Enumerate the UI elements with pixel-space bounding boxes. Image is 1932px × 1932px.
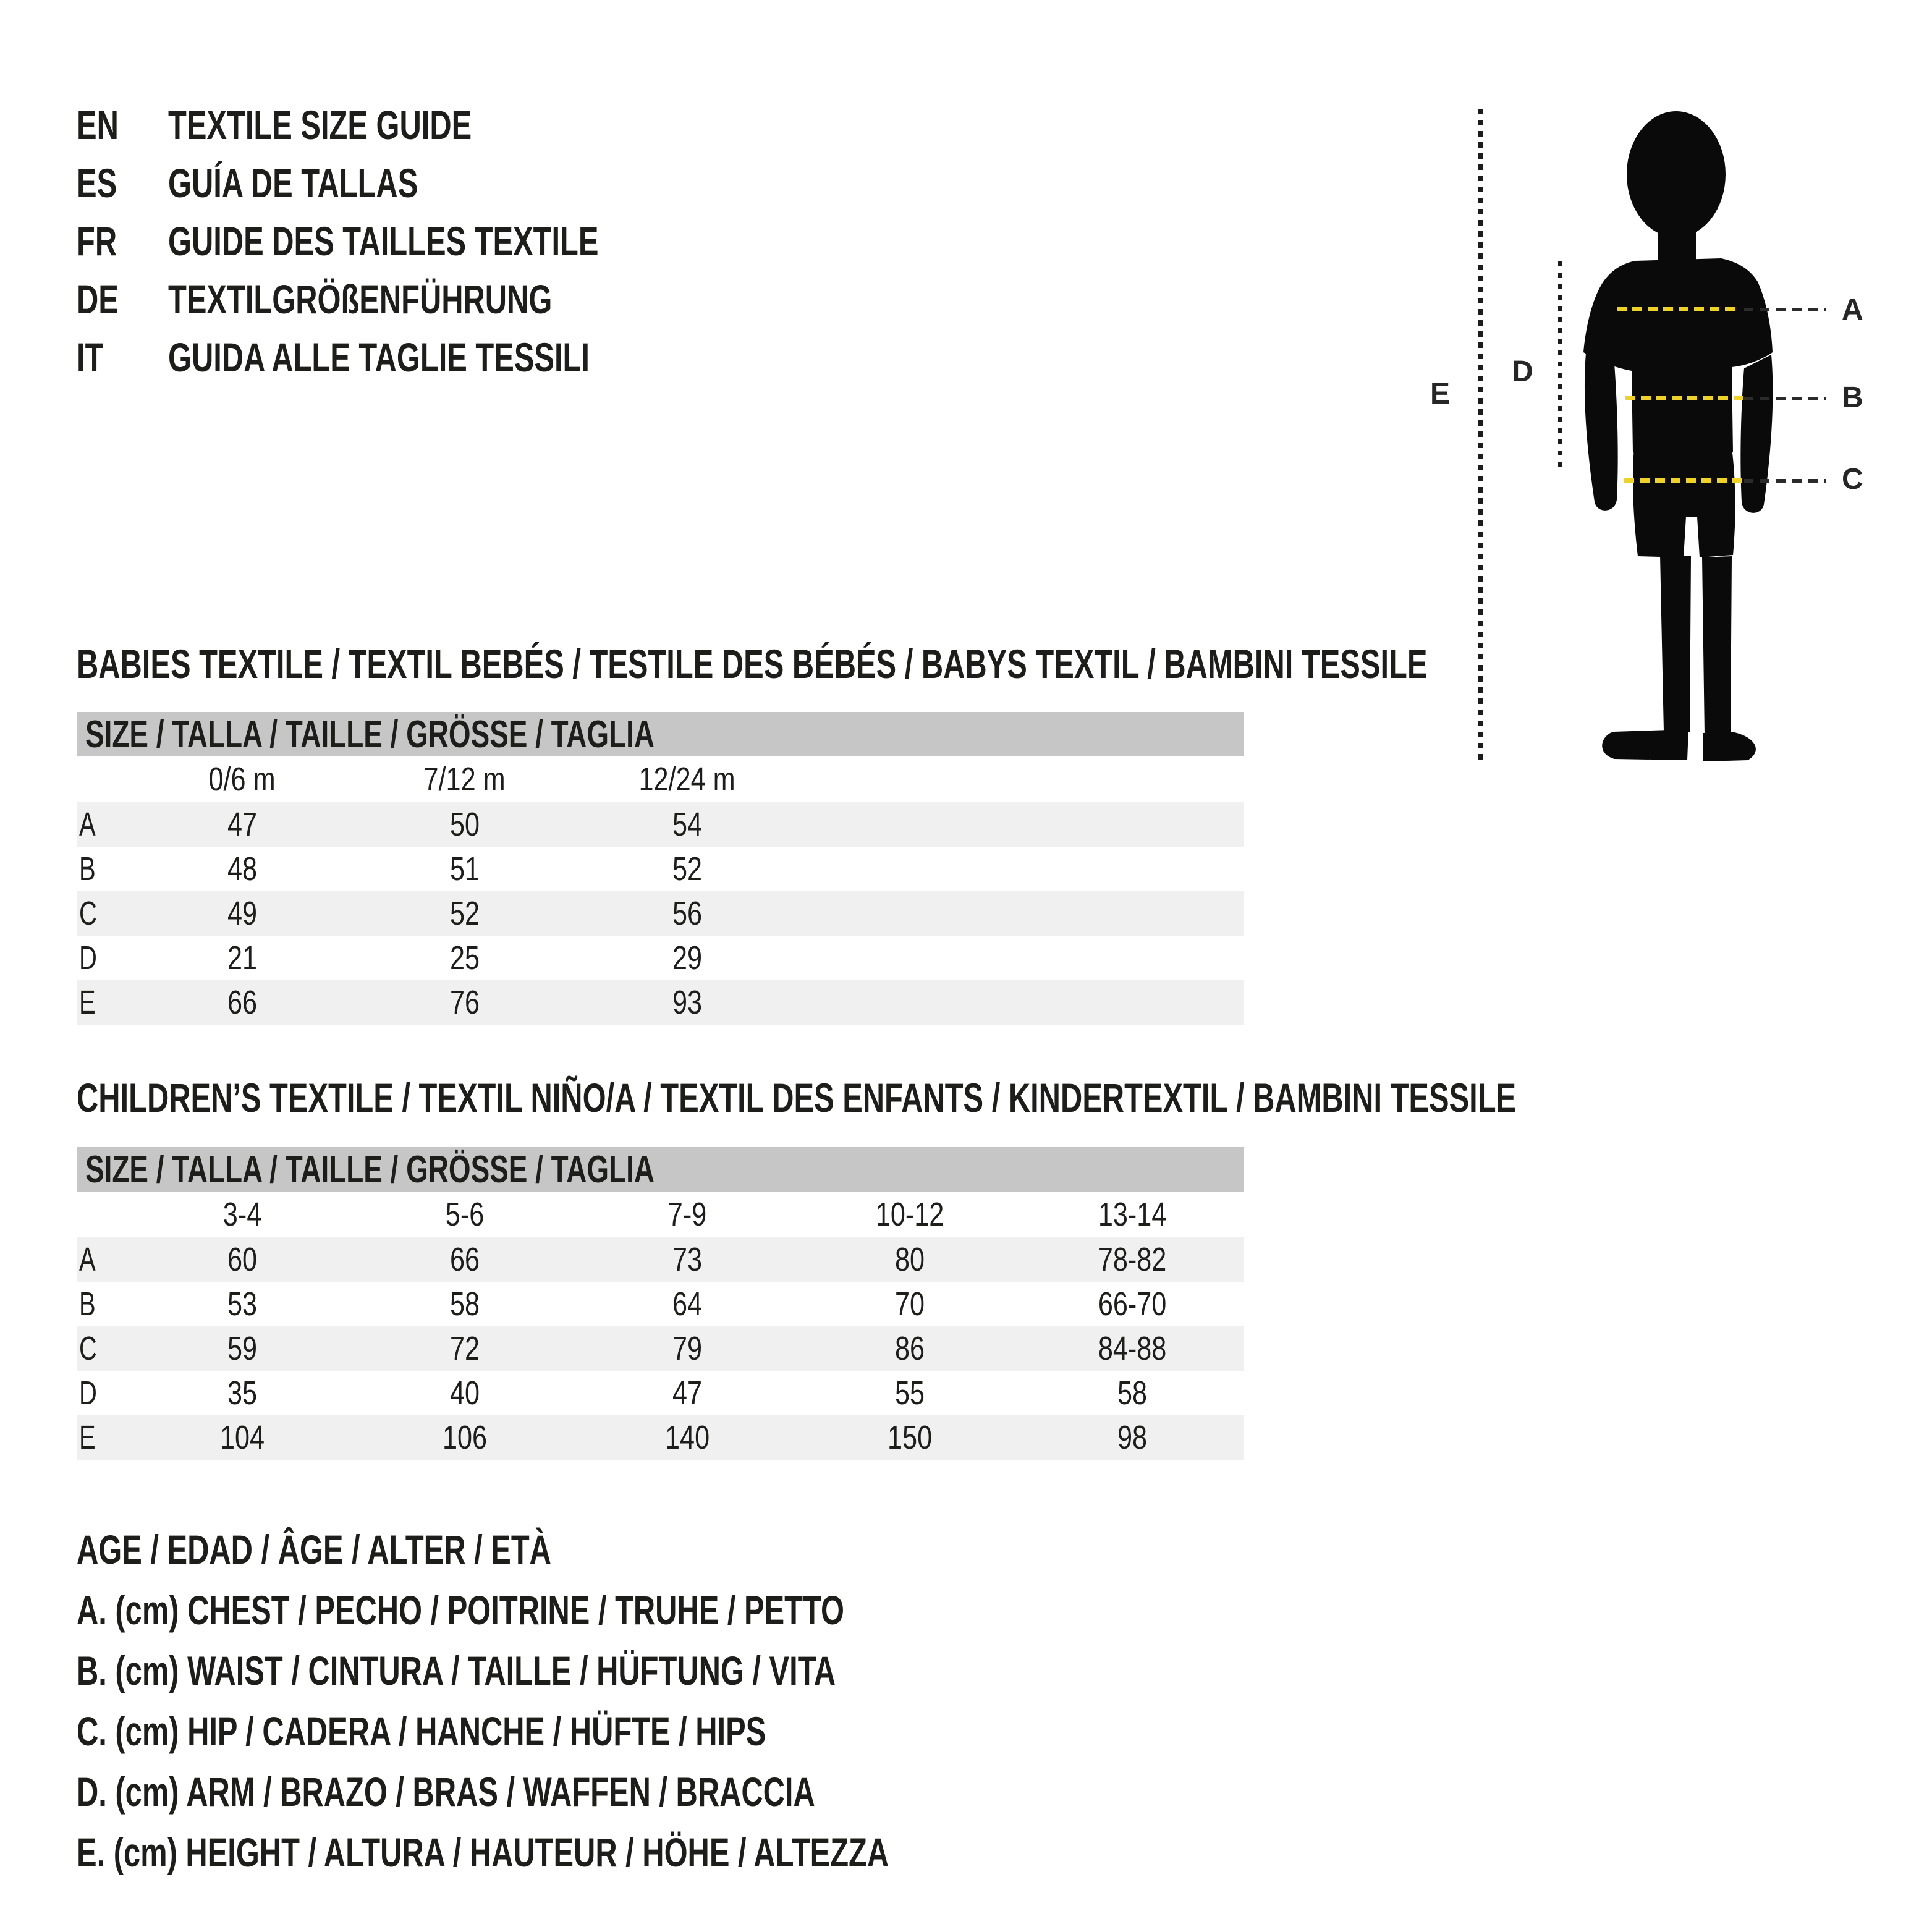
children-row-c-val-0: 59 bbox=[227, 1330, 258, 1367]
children-row-e-val-2: 140 bbox=[664, 1419, 710, 1456]
children-section-title: CHILDREN’S TEXTILE / TEXTIL NIÑO/A / TEXTIL DES ENFANTS / KINDERTEXTIL / BAMBINI TESSILE bbox=[77, 1075, 1517, 1121]
children-row-c-val-4: 84-88 bbox=[1098, 1330, 1167, 1367]
children-row-c-label: C bbox=[79, 1330, 97, 1367]
babies-row-e bbox=[77, 980, 1244, 1025]
babies-row-a-val-1: 50 bbox=[449, 806, 480, 843]
children-row-b bbox=[77, 1282, 1244, 1326]
lang-title-en: TEXTILE SIZE GUIDE bbox=[168, 102, 472, 148]
babies-row-b-val-0: 48 bbox=[227, 850, 258, 888]
children-row-b-val-2: 64 bbox=[672, 1286, 703, 1323]
children-column-header-row bbox=[77, 1192, 1244, 1237]
children-row-d-val-3: 55 bbox=[894, 1375, 925, 1412]
children-row-e-val-0: 104 bbox=[219, 1419, 265, 1456]
babies-row-c-val-2: 56 bbox=[672, 895, 703, 932]
lang-code-it: IT bbox=[77, 334, 104, 380]
figure-label-c: C bbox=[1842, 463, 1863, 496]
babies-column-header-row bbox=[77, 756, 1244, 802]
children-row-b-val-1: 58 bbox=[449, 1286, 480, 1323]
children-row-a-label: A bbox=[79, 1241, 96, 1278]
children-row-e-label: E bbox=[79, 1419, 96, 1456]
legend-arm-line: D. (cm) ARM / BRAZO / BRAS / WAFFEN / BRACCIA bbox=[77, 1769, 815, 1815]
hip-c-dark-dash-line bbox=[1744, 479, 1826, 483]
babies-row-c-label: C bbox=[79, 895, 97, 932]
babies-size-table bbox=[77, 712, 1244, 1025]
babies-row-e-val-1: 76 bbox=[449, 984, 480, 1021]
legend-height-line: E. (cm) HEIGHT / ALTURA / HAUTEUR / HÖHE / ALTEZZA bbox=[77, 1829, 889, 1875]
children-section-heading bbox=[77, 1075, 1932, 1121]
children-col-3-4: 3-4 bbox=[222, 1196, 262, 1233]
children-row-b-label: B bbox=[79, 1286, 96, 1323]
lang-code-de: DE bbox=[77, 276, 119, 322]
babies-size-header-bar bbox=[77, 712, 1244, 756]
children-row-a-val-2: 73 bbox=[672, 1241, 703, 1278]
lang-title-fr: GUIDE DES TAILLES TEXTILE bbox=[168, 218, 599, 264]
children-col-13-14: 13-14 bbox=[1098, 1196, 1167, 1233]
legend-hip-line: C. (cm) HIP / CADERA / HANCHE / HÜFTE / HIPS bbox=[77, 1708, 766, 1754]
babies-col-7-12m: 7/12 m bbox=[423, 761, 506, 798]
lang-code-en: EN bbox=[77, 102, 119, 148]
babies-row-b-val-2: 52 bbox=[672, 850, 703, 888]
legend-chest-line: A. (cm) CHEST / PECHO / POITRINE / TRUHE / PETTO bbox=[77, 1587, 844, 1633]
children-row-e-val-4: 98 bbox=[1117, 1419, 1148, 1456]
chest-a-yellow-dash-line bbox=[1617, 307, 1740, 311]
babies-row-a bbox=[77, 802, 1244, 847]
babies-row-d bbox=[77, 936, 1244, 980]
babies-section-heading bbox=[77, 641, 1902, 687]
lang-code-fr: FR bbox=[77, 218, 117, 264]
children-row-b-val-3: 70 bbox=[894, 1286, 925, 1323]
children-row-e-val-3: 150 bbox=[887, 1419, 933, 1456]
children-row-c-val-2: 79 bbox=[672, 1330, 703, 1367]
babies-row-b bbox=[77, 847, 1244, 891]
children-col-7-9: 7-9 bbox=[667, 1196, 707, 1233]
babies-col-0-6m: 0/6 m bbox=[208, 761, 276, 798]
children-row-c bbox=[77, 1326, 1244, 1371]
legend-age-line: AGE / EDAD / ÂGE / ALTER / ETÀ bbox=[77, 1527, 551, 1572]
children-row-a-val-3: 80 bbox=[894, 1241, 925, 1278]
measurement-legend bbox=[77, 1519, 1174, 1883]
children-size-header-label: SIZE / TALLA / TAILLE / GRÖSSE / TAGLIA bbox=[85, 1148, 655, 1191]
children-row-a-val-4: 78-82 bbox=[1098, 1241, 1167, 1278]
children-row-c-val-3: 86 bbox=[894, 1330, 925, 1367]
babies-row-a-val-2: 54 bbox=[672, 806, 703, 843]
children-row-b-val-4: 66-70 bbox=[1098, 1286, 1167, 1323]
children-row-d-val-4: 58 bbox=[1117, 1375, 1148, 1412]
babies-row-a-val-0: 47 bbox=[227, 806, 258, 843]
children-row-b-val-0: 53 bbox=[227, 1286, 258, 1323]
babies-row-c bbox=[77, 891, 1244, 936]
children-row-d bbox=[77, 1371, 1244, 1415]
babies-row-c-val-1: 52 bbox=[449, 895, 480, 932]
children-row-d-val-1: 40 bbox=[449, 1375, 480, 1412]
children-row-e-val-1: 106 bbox=[442, 1419, 488, 1456]
children-size-table bbox=[77, 1147, 1244, 1460]
babies-row-e-val-0: 66 bbox=[227, 984, 258, 1021]
figure-label-b: B bbox=[1842, 381, 1863, 414]
babies-size-header-label: SIZE / TALLA / TAILLE / GRÖSSE / TAGLIA bbox=[85, 713, 655, 756]
babies-row-c-val-0: 49 bbox=[227, 895, 258, 932]
babies-row-b-label: B bbox=[79, 850, 96, 888]
figure-label-e: E bbox=[1430, 378, 1451, 410]
chest-a-dark-dash-line bbox=[1744, 308, 1826, 311]
children-row-a-val-0: 60 bbox=[227, 1241, 258, 1278]
figure-label-d: D bbox=[1512, 355, 1533, 388]
children-row-d-val-2: 47 bbox=[672, 1375, 703, 1412]
children-row-e bbox=[77, 1415, 1244, 1460]
figure-label-a: A bbox=[1842, 294, 1863, 326]
lang-code-es: ES bbox=[77, 160, 117, 206]
babies-section-title: BABIES TEXTILE / TEXTIL BEBÉS / TESTILE DES BÉBÉS / BABYS TEXTIL / BAMBINI TESSILE bbox=[77, 641, 1428, 687]
children-row-d-label: D bbox=[79, 1375, 97, 1412]
lang-title-it: GUIDA ALLE TAGLIE TESSILI bbox=[168, 334, 590, 380]
babies-row-d-val-0: 21 bbox=[227, 939, 258, 977]
legend-waist-line: B. (cm) WAIST / CINTURA / TAILLE / HÜFTUNG / VITA bbox=[77, 1648, 836, 1693]
lang-title-de: TEXTILGRÖßENFÜHRUNG bbox=[168, 276, 553, 322]
babies-row-b-val-1: 51 bbox=[449, 850, 480, 888]
babies-col-12-24m: 12/24 m bbox=[638, 761, 736, 798]
hip-c-yellow-dash-line bbox=[1624, 478, 1748, 483]
children-col-10-12: 10-12 bbox=[875, 1196, 944, 1233]
waist-b-dark-dash-line bbox=[1744, 397, 1826, 400]
babies-row-d-val-1: 25 bbox=[449, 939, 480, 977]
lang-title-es: GUÍA DE TALLAS bbox=[168, 160, 418, 206]
children-row-c-val-1: 72 bbox=[449, 1330, 480, 1367]
arm-d-dotted-line bbox=[1558, 261, 1562, 470]
children-row-a-val-1: 66 bbox=[449, 1241, 480, 1278]
babies-row-e-label: E bbox=[79, 984, 96, 1021]
children-col-5-6: 5-6 bbox=[445, 1196, 485, 1233]
babies-row-e-val-2: 93 bbox=[672, 984, 703, 1021]
babies-row-d-val-2: 29 bbox=[672, 939, 703, 977]
waist-b-yellow-dash-line bbox=[1625, 396, 1749, 400]
children-row-a bbox=[77, 1237, 1244, 1282]
babies-row-d-label: D bbox=[79, 939, 97, 977]
children-row-d-val-0: 35 bbox=[227, 1375, 258, 1412]
children-size-header-bar bbox=[77, 1147, 1244, 1192]
babies-row-a-label: A bbox=[79, 806, 96, 843]
